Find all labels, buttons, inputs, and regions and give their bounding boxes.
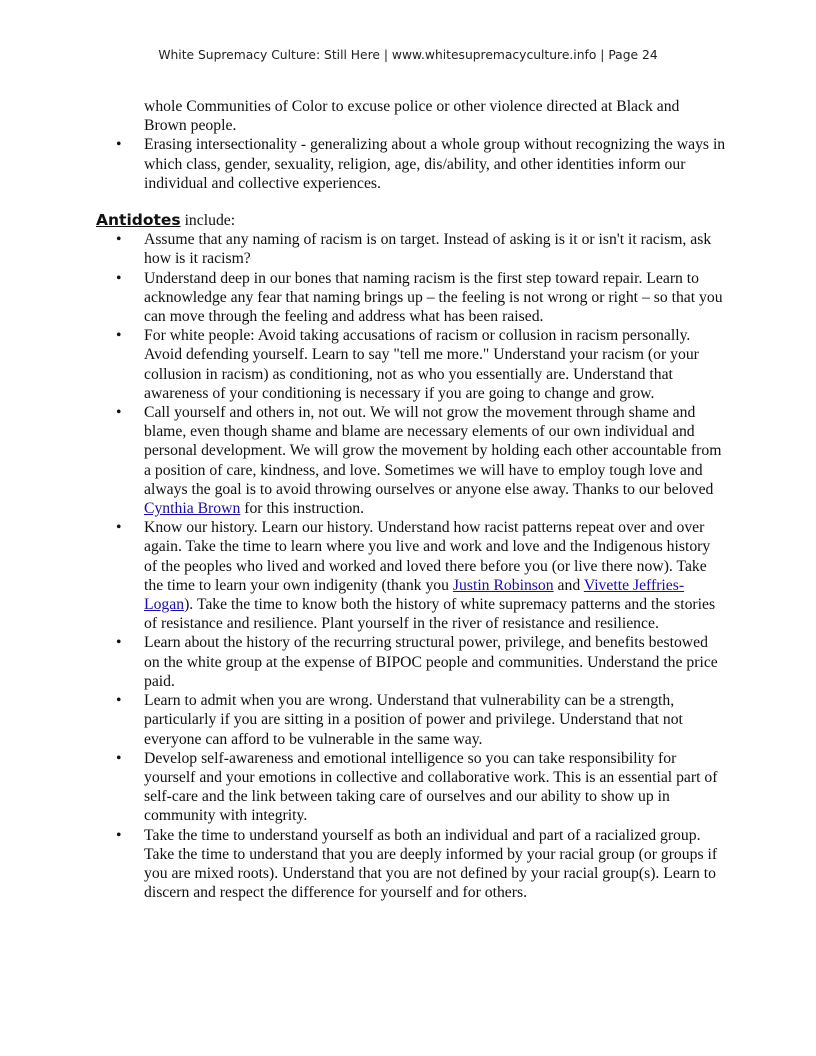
bullet-icon: • <box>116 826 122 844</box>
list-item-text: Learn to admit when you are wrong. Understand that vulnerability can be a strength, particularly if you are sitting in a position of power and privilege. Understand that not everyone can afford to be vulnerable in the same way. <box>144 692 683 748</box>
list-item-text-before: Know our history. Learn our history. Understand how racist patterns repeat over and over again. Take the time to learn where you live and work and love and the Indigenous history of the peoples who lived and worked and loved there before you (or live there now). Take the time to learn your own indigenity (thank you <box>144 519 711 594</box>
justin-robinson-link[interactable]: Justin Robinson <box>452 576 554 594</box>
list-item-text: Learn about the history of the recurring structural power, privilege, and benefits bestowed on the white group at the expense of BIPOC people and communities. Understand the price paid. <box>144 634 718 690</box>
bullet-icon: • <box>116 327 122 345</box>
antidotes-heading <box>96 211 726 230</box>
intersectionality-list <box>96 135 726 193</box>
antidotes-list <box>96 230 726 902</box>
bullet-icon: • <box>116 269 122 287</box>
list-item <box>96 633 726 691</box>
list-item-text: Assume that any naming of racism is on target. Instead of asking is it or isn't it racism, ask how is it racism? <box>144 231 712 268</box>
bullet-icon: • <box>116 692 122 710</box>
list-item <box>96 749 726 826</box>
list-item-text-before: Call yourself and others in, not out. We will not grow the movement through shame and blame, even though shame and blame are necessary elements of our own individual and personal development. We will grow the movement by holding each other accountable from a position of care, kindness, and love. Sometimes we will have to employ tough love and always the goal is to avoid throwing ourselves or anyone else away. Thanks to our beloved <box>144 404 722 498</box>
bullet-icon: • <box>116 231 122 249</box>
antidotes-label: Antidotes <box>96 211 181 230</box>
bullet-icon: • <box>116 749 122 767</box>
list-item-text-after: for this instruction. <box>240 500 365 518</box>
cynthia-brown-link[interactable]: Cynthia Brown <box>144 500 241 518</box>
list-item <box>96 135 726 193</box>
list-item <box>96 269 726 327</box>
bullet-icon: • <box>116 136 122 154</box>
antidotes-suffix: include: <box>180 212 236 230</box>
list-item <box>96 691 726 749</box>
list-item-text-after: ). Take the time to know both the history of white supremacy patterns and the stories of resistance and resilience. Plant yourself in the river of resistance and resilience. <box>144 596 716 633</box>
list-item <box>96 826 726 903</box>
list-item <box>96 518 726 633</box>
list-item <box>96 403 726 518</box>
list-item-text: Understand deep in our bones that naming racism is the first step toward repair. Learn to acknowledge any fear that naming brings up – the feeling is not wrong or right – so that you can move through the feeling and address what has been raised. <box>144 269 723 326</box>
vivette-jeffries-logan-link[interactable]: Vivette Jeffries-Logan <box>144 576 685 614</box>
page-header: White Supremacy Culture: Still Here | www.whitesupremacyculture.info | Page 24 <box>158 48 658 62</box>
bullet-icon: • <box>116 404 122 422</box>
bullet-icon: • <box>116 634 122 652</box>
page-content <box>96 97 726 902</box>
list-item <box>96 230 726 268</box>
list-item-text: For white people: Avoid taking accusations of racism or collusion in racism personally. Avoid defending yourself. Learn to say "tell me more." Understand your racism (or your collusion in racism) as conditioning, not as who you essentially are. Understand that awareness of your conditioning is necessary if you are going to change and grow. <box>144 327 699 402</box>
bullet-icon: • <box>116 519 122 537</box>
continued-paragraph: whole Communities of Color to excuse police or other violence directed at Black and Brown people. <box>144 98 680 135</box>
list-item <box>96 326 726 403</box>
list-item-text: Develop self-awareness and emotional intelligence so you can take responsibility for yourself and your emotions in collective and collaborative work. This is an essential part of self-care and the link between taking care of ourselves and our ability to show up in community with integrity. <box>144 749 718 825</box>
list-item-text: Erasing intersectionality - generalizing about a whole group without recognizing the ways in which class, gender, sexuality, religion, age, dis/ability, and other identities inform our individual and collective experiences. <box>144 136 726 192</box>
list-item-text: Take the time to understand yourself as both an individual and part of a racialized group. Take the time to understand that you are deeply informed by your racial group (or groups if you are mixed roots). Understand that you are not defined by your racial group(s). Learn to discern and respect the difference for yourself and for others. <box>144 826 718 902</box>
list-item-text-mid: and <box>553 576 584 594</box>
